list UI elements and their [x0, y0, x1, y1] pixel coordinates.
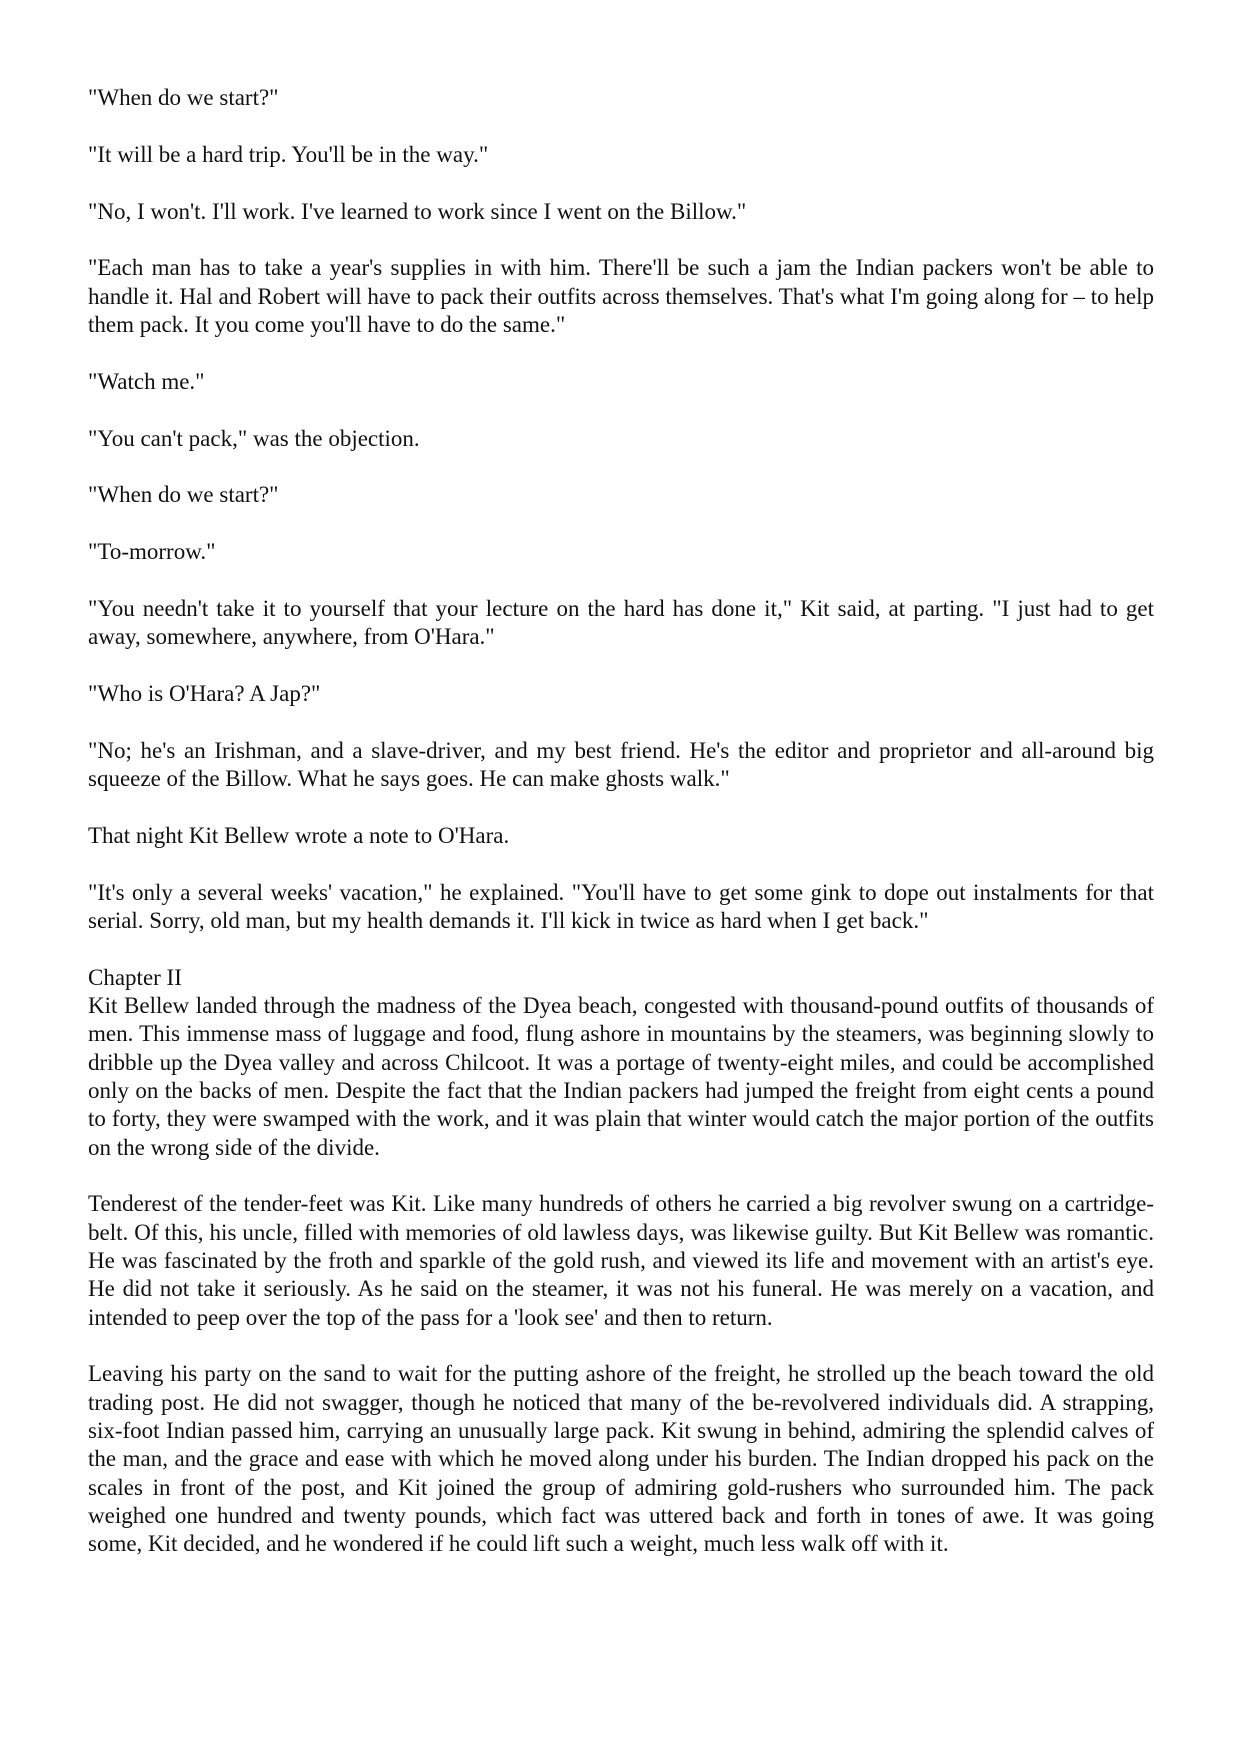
paragraph: "When do we start?": [88, 85, 279, 110]
paragraph: "When do we start?": [88, 482, 279, 508]
paragraph: "To-morrow.": [88, 539, 216, 565]
paragraph: "Each man has to take a year's supplies in with him. There'll be such a jam the Indian packers won't be able to handle it. Hal and Robert will have to pack their outfits across themselves. That's what I'm going along for – to help them pack. It you come you'll have to do the same.": [88, 255, 1154, 337]
paragraph: That night Kit Bellew wrote a note to O'Hara.: [88, 822, 510, 848]
document-page: [88, 84, 1154, 1587]
paragraph: "You can't pack," was the objection.: [88, 425, 420, 451]
paragraph: Tenderest of the tender-feet was Kit. Like many hundreds of others he carried a big revolver swung on a cartridge-belt. Of this, his uncle, filled with memories of old lawless days, was likewise guilty. But Kit Bellew was romantic. He was fascinated by the froth and sparkle of the gold rush, and viewed its life and movement with an artist's eye. He did not take it seriously. As he said on the steamer, it was not his funeral. He was merely on a vacation, and intended to peep over the top of the pass for a 'look see' and then to return.: [88, 1191, 1154, 1330]
paragraph: Kit Bellew landed through the madness of the Dyea beach, congested with thousand-pound outfits of thousands of men. This immense mass of luggage and food, flung ashore in mountains by the steamers, was beginning slowly to dribble up the Dyea valley and across Chilcoot. It was a portage of twenty-eight miles, and could be accomplished only on the backs of men. Despite the fact that the Indian packers had jumped the freight from eight cents a pound to forty, they were swamped with the work, and it was plain that winter would catch the major portion of the outfits on the wrong side of the divide.: [88, 993, 1154, 1160]
paragraph: "It's only a several weeks' vacation," he explained. "You'll have to get some gink to dope out instalments for that serial. Sorry, old man, but my health demands it. I'll kick in twice as hard when I get back.": [88, 879, 1154, 934]
paragraph: Leaving his party on the sand to wait for the putting ashore of the freight, he strolled up the beach toward the old trading post. He did not swagger, though he noticed that many of the be-revolvered individuals did. A strapping, six-foot Indian passed him, carrying an unusually large pack. Kit swung in behind, admiring the splendid calves of the man, and the grace and ease with which he moved along under his burden. The Indian dropped his pack on the scales in front of the post, and Kit joined the group of admiring gold-rushers who surrounded him. The pack weighed one hundred and twenty pounds, which fact was uttered back and forth in tones of awe. It was going some, Kit decided, and he wondered if he could lift such a weight, much less walk off with it.: [88, 1361, 1154, 1557]
chapter-heading: Chapter II: [88, 964, 182, 990]
paragraph: "No, I won't. I'll work. I've learned to work since I went on the Billow.": [88, 198, 747, 224]
paragraph: "Who is O'Hara? A Jap?": [88, 681, 321, 707]
paragraph: "You needn't take it to yourself that your lecture on the hard has done it," Kit said, at parting. "I just had to get away, somewhere, anywhere, from O'Hara.": [88, 595, 1154, 650]
paragraph: "No; he's an Irishman, and a slave-driver, and my best friend. He's the editor and proprietor and all-around big squeeze of the Billow. What he says goes. He can make ghosts walk.": [88, 737, 1154, 792]
paragraph: "Watch me.": [88, 368, 205, 394]
paragraph: "It will be a hard trip. You'll be in the way.": [88, 141, 489, 167]
